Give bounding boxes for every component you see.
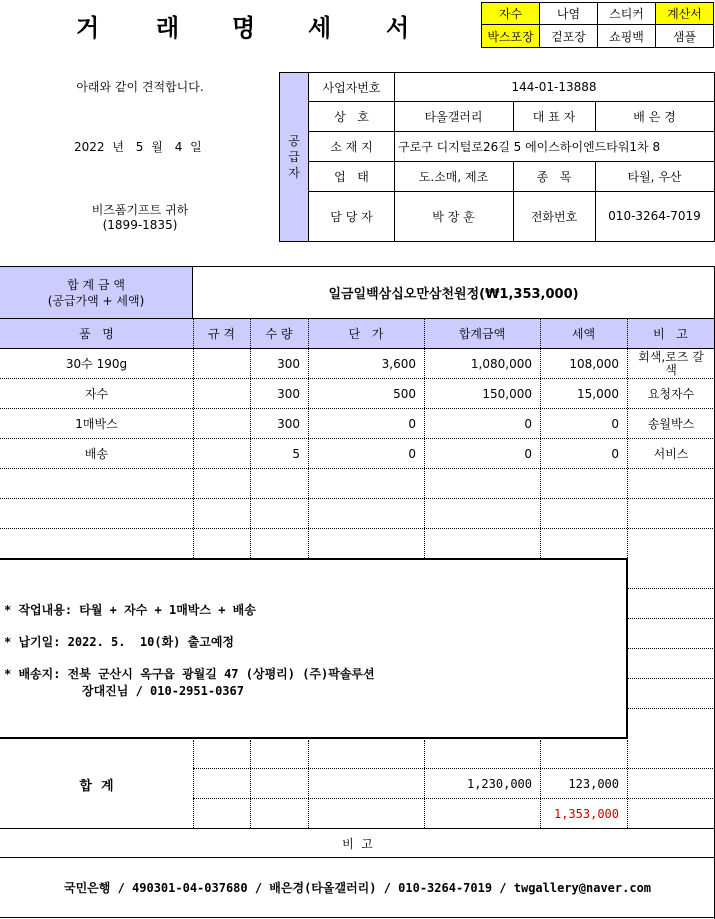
date-year: 2022 xyxy=(74,140,105,154)
row-name: 1매박스 xyxy=(75,417,118,431)
row-name: 배송 xyxy=(84,447,109,461)
row-spec xyxy=(193,349,250,378)
header-name: 품 명 xyxy=(79,327,114,341)
title-char: 세 xyxy=(308,13,332,42)
side-char: 자 xyxy=(288,166,300,180)
date-day: 4 xyxy=(174,140,183,154)
row-note: 송월박스 xyxy=(647,417,695,431)
row-tax: 108,000 xyxy=(569,356,619,371)
title-char: 서 xyxy=(386,13,410,42)
business-label: 업 태 xyxy=(334,169,369,184)
summary-tax: 123,000 xyxy=(568,776,619,791)
business-value: 도.소매, 제조 xyxy=(418,169,489,184)
row-tax: 15,000 xyxy=(577,386,619,401)
option-embroidery[interactable]: 자수 xyxy=(482,3,540,25)
bank-info: 국민은행 / 490301-04-037680 / 배은경(타올갤러리) / 010-3264-7019 / twgallery@naver.com xyxy=(63,881,652,895)
row-unit-price: 3,600 xyxy=(381,356,416,371)
row-qty: 5 xyxy=(292,446,300,461)
manager-label: 담 당 자 xyxy=(330,209,373,224)
option-sample[interactable]: 샘플 xyxy=(672,29,697,44)
grand-total: 1,353,000 xyxy=(553,806,619,821)
reg-no-label: 사업자번호 xyxy=(322,80,381,95)
date-day-unit: 일 xyxy=(190,140,202,154)
header-unit-price: 단 가 xyxy=(348,327,384,341)
row-amount: 0 xyxy=(524,446,532,461)
document-title xyxy=(0,8,480,44)
date-month: 5 xyxy=(135,140,144,154)
side-char: 공 xyxy=(288,134,300,148)
option-box-packing[interactable]: 박스포장 xyxy=(482,25,540,47)
header-qty: 수 량 xyxy=(265,327,293,341)
recipient-phone: (1899-1835) xyxy=(102,218,178,232)
row-amount: 0 xyxy=(524,416,532,431)
address-label: 소 재 지 xyxy=(330,139,373,154)
remarks-label: 비 고 xyxy=(342,836,373,851)
memo-line-contact: 장대진님 / 010-2951-0367 xyxy=(82,684,244,698)
total-label-box xyxy=(0,267,193,318)
row-name: 30수 190g xyxy=(65,357,128,371)
recipient: 비즈폼기프트 귀하 xyxy=(91,202,189,217)
option-grid xyxy=(481,2,714,48)
memo-line-due: * 납기일: 2022. 5. 10(화) 출고예정 xyxy=(4,635,235,649)
header-spec: 규 격 xyxy=(208,327,235,341)
row-spec xyxy=(193,409,250,438)
row-note: 요청자수 xyxy=(647,387,695,401)
header-amount: 합계금액 xyxy=(458,327,506,341)
phone-value: 010-3264-7019 xyxy=(608,209,701,223)
item-label: 종 목 xyxy=(536,169,572,184)
summary-amount: 1,230,000 xyxy=(466,776,532,791)
phone-label: 전화번호 xyxy=(530,209,578,224)
reg-no-value: 144-01-13888 xyxy=(511,80,597,94)
row-note: 회색,로즈 갈색 xyxy=(638,349,704,377)
memo-box xyxy=(0,558,628,739)
memo-line-address: * 배송지: 전북 군산시 옥구읍 광월길 47 (상평리) (주)팍솔루션 xyxy=(4,667,375,681)
option-shopping-bag[interactable]: 쇼핑백 xyxy=(598,25,656,47)
row-spec xyxy=(193,439,250,468)
ceo-value: 배 은 경 xyxy=(633,109,676,124)
title-char: 명 xyxy=(232,13,256,42)
row-unit-price: 500 xyxy=(393,386,416,401)
quote-date xyxy=(74,138,274,158)
header-note: 비 고 xyxy=(653,327,688,341)
memo-line-work: * 작업내용: 타월 + 자수 + 1매박스 + 배송 xyxy=(4,603,256,617)
header-tax: 세액 xyxy=(571,327,596,341)
company-label: 상 호 xyxy=(334,109,369,124)
date-month-unit: 월 xyxy=(151,140,163,154)
option-invoice[interactable]: 계산서 xyxy=(656,3,713,25)
side-char: 급 xyxy=(288,150,300,164)
total-label-line1: 합 계 금 액 xyxy=(67,277,125,292)
total-amount-text: 일금일백삼십오만삼천원정(₩1,353,000) xyxy=(328,287,579,302)
company-value: 타올갤러리 xyxy=(424,109,483,124)
row-qty: 300 xyxy=(277,386,300,401)
row-name: 자수 xyxy=(84,387,109,401)
total-label-line2: (공급가액 + 세액) xyxy=(47,293,145,308)
row-unit-price: 0 xyxy=(408,446,416,461)
intro-text: 아래와 같이 견적합니다. xyxy=(76,79,204,94)
row-amount: 1,080,000 xyxy=(470,356,532,371)
option-outer-packing[interactable]: 겉포장 xyxy=(540,25,598,47)
row-qty: 300 xyxy=(277,356,300,371)
row-tax: 0 xyxy=(611,446,619,461)
row-tax: 0 xyxy=(611,416,619,431)
date-year-unit: 년 xyxy=(112,140,124,154)
summary-label: 합 계 xyxy=(79,778,114,794)
title-char: 래 xyxy=(156,13,180,42)
option-print[interactable]: 나염 xyxy=(540,3,598,25)
manager-value: 박 장 훈 xyxy=(432,209,475,224)
row-note: 서비스 xyxy=(653,447,689,461)
row-unit-price: 0 xyxy=(408,416,416,431)
supplier-side-label xyxy=(280,73,309,241)
row-qty: 300 xyxy=(277,416,300,431)
ceo-label: 대 표 자 xyxy=(532,109,576,124)
option-sticker[interactable]: 스티커 xyxy=(598,3,656,25)
address-value: 구로구 디지털로26길 5 에이스하이엔드타워1차 8 xyxy=(398,139,661,154)
supplier-box xyxy=(279,72,715,242)
title-char: 거 xyxy=(76,13,100,42)
row-amount: 150,000 xyxy=(482,386,532,401)
row-spec xyxy=(193,379,250,408)
item-value: 타월, 우산 xyxy=(627,169,682,184)
